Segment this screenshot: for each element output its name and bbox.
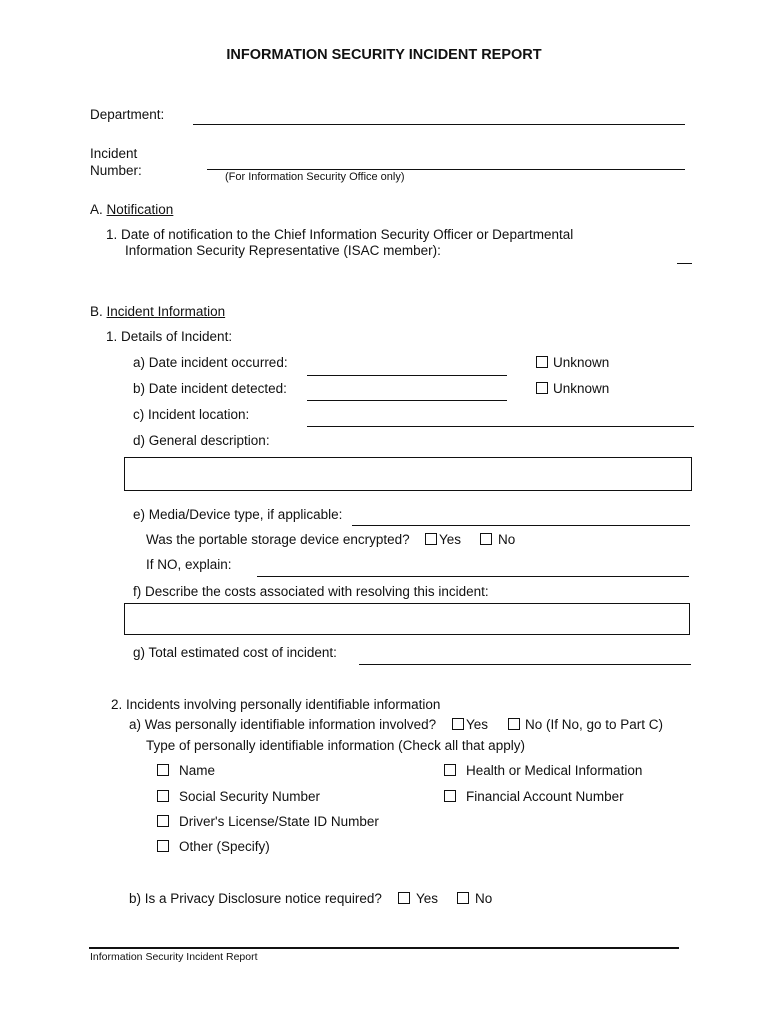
incident-location-label: c) Incident location: [133,407,250,422]
section-a-title: Notification [106,202,174,217]
encrypted-no-label: No [498,532,516,547]
pii-involved-no-label: No (If No, go to Part C) [525,717,664,732]
details-of-incident-label: 1. Details of Incident: [106,329,233,344]
date-detected-unknown-checkbox[interactable] [536,382,548,394]
department-label: Department: [90,107,165,122]
incident-location-field[interactable] [307,426,694,427]
pii-other-label: Other (Specify) [179,839,270,854]
costs-box[interactable] [124,603,690,635]
pii-type-label: Type of personally identifiable information (Check all that apply) [146,738,525,753]
if-no-explain-label: If NO, explain: [146,557,232,572]
encrypted-question: Was the portable storage device encrypted? [146,532,410,547]
pii-financial-label: Financial Account Number [466,789,624,804]
privacy-disclosure-question: b) Is a Privacy Disclosure notice required? [129,891,382,906]
footer-text: Information Security Incident Report [90,951,258,963]
pii-financial-checkbox[interactable] [444,790,456,802]
total-cost-field[interactable] [359,664,691,665]
privacy-disclosure-no-checkbox[interactable] [457,892,469,904]
incident-number-field[interactable] [207,169,685,170]
date-detected-field[interactable] [307,400,507,401]
privacy-disclosure-yes-label: Yes [416,891,439,906]
date-detected-unknown-label: Unknown [553,381,610,396]
pii-other-checkbox[interactable] [157,840,169,852]
page-title: INFORMATION SECURITY INCIDENT REPORT [226,47,542,63]
date-occurred-label: a) Date incident occurred: [133,355,288,370]
media-device-field[interactable] [352,525,690,526]
privacy-disclosure-yes-checkbox[interactable] [398,892,410,904]
section-b-title: Incident Information [106,304,226,319]
pii-ssn-label: Social Security Number [179,789,321,804]
date-detected-label: b) Date incident detected: [133,381,287,396]
pii-health-label: Health or Medical Information [466,763,643,778]
date-occurred-unknown-checkbox[interactable] [536,356,548,368]
encrypted-no-checkbox[interactable] [480,533,492,545]
section-a-heading [90,202,173,217]
encrypted-yes-checkbox[interactable] [425,533,437,545]
incident-number-label-line2: Number: [90,163,142,178]
pii-drivers-license-label: Driver's License/State ID Number [179,814,379,829]
incident-number-note: (For Information Security Office only) [225,171,405,183]
incident-number-label-line1: Incident [90,146,138,161]
section-b-letter: B. [90,304,103,319]
notification-item-line2: Information Security Representative (ISAC member): [125,243,441,258]
notification-date-field[interactable] [677,263,692,264]
footer-rule [89,947,679,949]
privacy-disclosure-no-label: No [475,891,493,906]
pii-health-checkbox[interactable] [444,764,456,776]
total-cost-label: g) Total estimated cost of incident: [133,645,337,660]
general-description-label: d) General description: [133,433,270,448]
department-field[interactable] [193,124,685,125]
costs-label: f) Describe the costs associated with resolving this incident: [133,584,489,599]
media-device-label: e) Media/Device type, if applicable: [133,507,343,522]
section-a-letter: A. [90,202,103,217]
if-no-explain-field[interactable] [257,576,689,577]
pii-section-heading: 2. Incidents involving personally identifiable information [111,697,441,712]
date-occurred-field[interactable] [307,375,507,376]
pii-name-label: Name [179,763,216,778]
pii-drivers-license-checkbox[interactable] [157,815,169,827]
pii-involved-yes-checkbox[interactable] [452,718,464,730]
encrypted-yes-label: Yes [439,532,462,547]
general-description-box[interactable] [124,457,692,491]
pii-ssn-checkbox[interactable] [157,790,169,802]
pii-involved-question: a) Was personally identifiable information involved? [129,717,437,732]
pii-involved-yes-label: Yes [466,717,489,732]
pii-name-checkbox[interactable] [157,764,169,776]
section-b-heading [90,304,225,319]
date-occurred-unknown-label: Unknown [553,355,610,370]
notification-item-line1: 1. Date of notification to the Chief Information Security Officer or Departmental [106,227,574,242]
pii-involved-no-checkbox[interactable] [508,718,520,730]
